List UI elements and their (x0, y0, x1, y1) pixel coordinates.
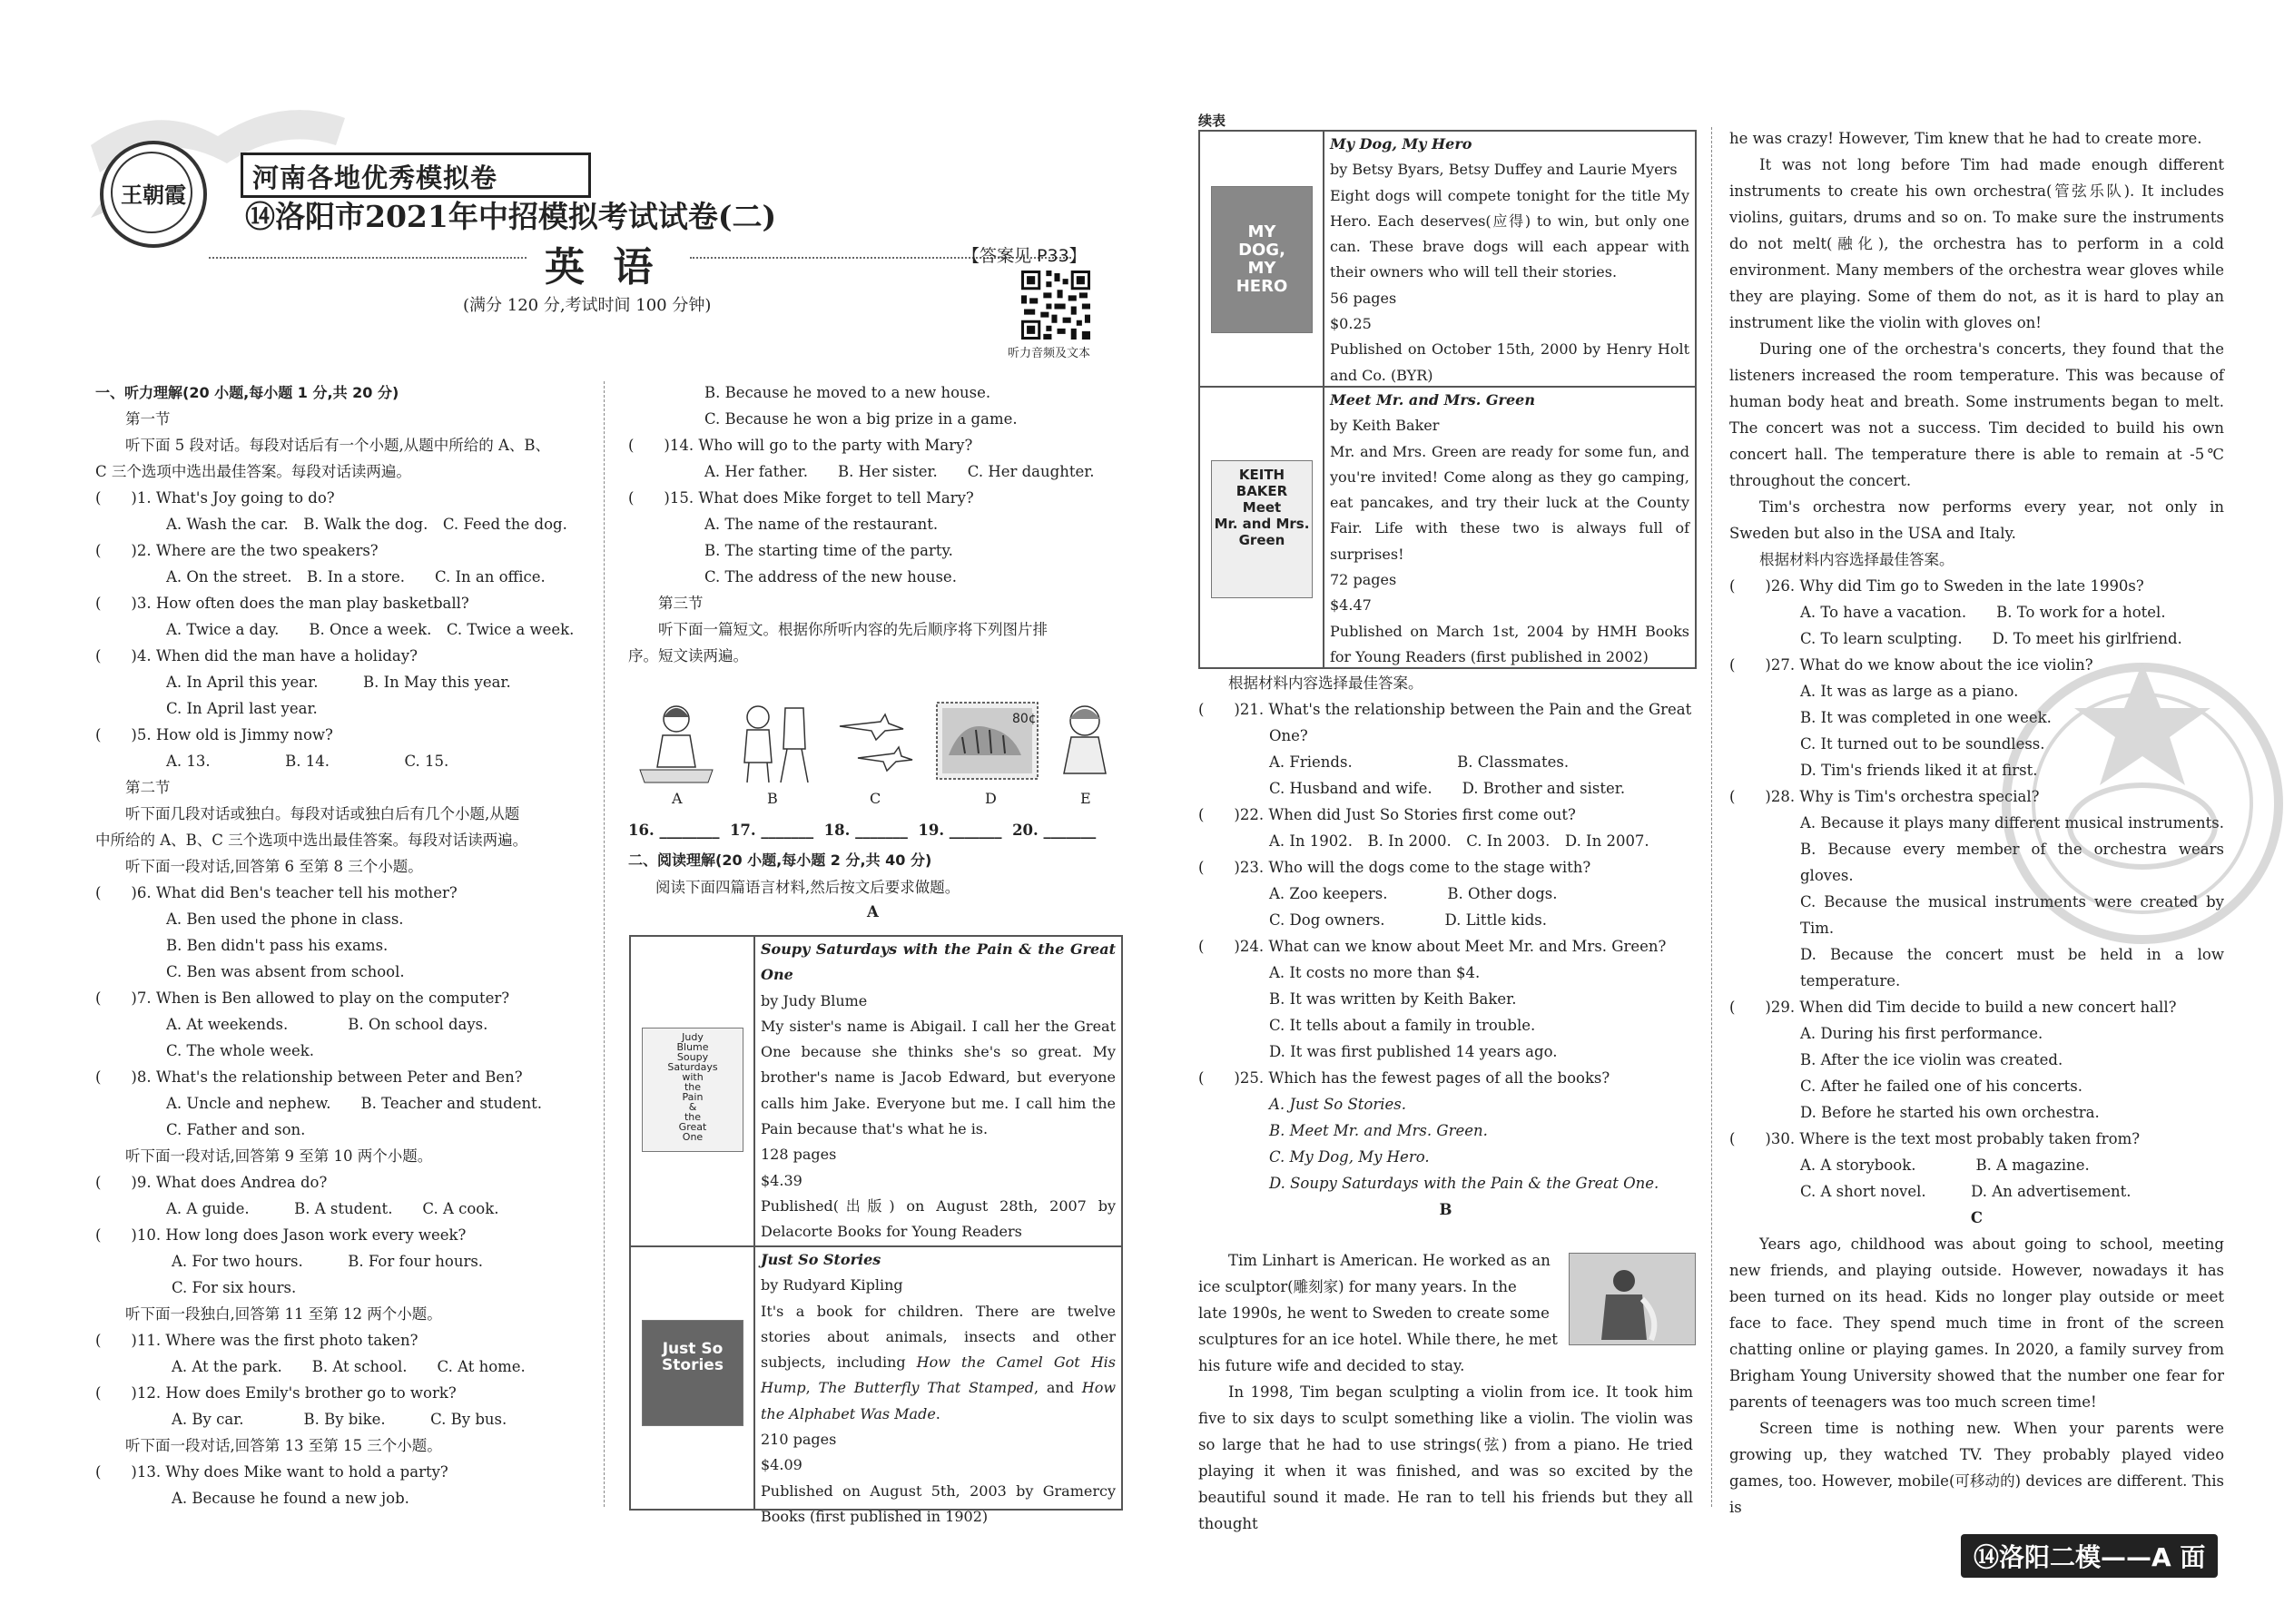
instruction-text: 听下面一段对话,回答第 13 至第 15 三个小题。 (125, 1437, 442, 1454)
question-stem: ( )24. What can we know about Meet Mr. and Mrs. Green? (1198, 938, 1667, 955)
question-stem: ( )4. When did the man have a holiday? (95, 647, 418, 664)
book-title: Just So Stories (761, 1251, 881, 1268)
book-my-dog-my-hero (1200, 132, 1695, 388)
exam-number: ⑭ (245, 199, 275, 234)
answer-option: B. Meet Mr. and Mrs. Green. (1269, 1122, 1488, 1139)
section-title: 一、听力理解(20 小题,每小题 1 分,共 20 分) (95, 384, 399, 401)
answer-option: C. The whole week. (166, 1042, 315, 1059)
cover-line: DOG, (1238, 241, 1285, 260)
score-note: (满分 120 分,考试时间 100 分钟) (463, 296, 712, 315)
answer-option: A. Her father. B. Her sister. C. Her daughter. (704, 463, 1095, 480)
subject-title: 英 语 (545, 244, 661, 290)
book-published: Published on August 5th, 2003 by Gramercy Books (first published in 1902) (761, 1481, 1116, 1525)
answer-option: A. A guide. B. A student. C. A cook. (166, 1200, 499, 1217)
book-soupy-saturdays (631, 937, 1121, 1247)
answer-option: C. Father and son. (166, 1121, 306, 1138)
book-desc: My sister's name is Abigail. I call her the Great One because she thinks she's so great. My brother's name is Jacob Edward, but everyone calls him Jake. Everyone but me. I call him the Pain because that's what he is. (761, 1017, 1116, 1138)
instruction-text: 听下面一篇短文。根据你所听内容的先后顺序将下列图片排 (658, 621, 1048, 638)
cover-line: Pain (682, 1091, 704, 1103)
cover-line: Stories (662, 1356, 724, 1374)
header-rule-left (209, 257, 527, 259)
book-pages: 210 pages (761, 1431, 837, 1449)
book-pages: 56 pages (1330, 289, 1397, 307)
picture-b-painter (731, 699, 812, 785)
cover-line: KEITH BAKER (1236, 467, 1288, 499)
instruction-text: 听下面几段对话或独白。每段对话或独白后有几个小题,从题 (125, 805, 520, 822)
question-stem: ( )23. Who will the dogs come to the stage with? (1198, 859, 1591, 876)
instruction-text: 第一节 (125, 410, 171, 428)
answer-option: C. After he failed one of his concerts. (1800, 1078, 2083, 1095)
book-desc: It's a book for children. There are twelve stories about animals, insects and other subjects, including How the Camel Got His Hump, The Butterfly That Stamped, and How the Alphabet Was Made. (761, 1302, 1117, 1422)
question-stem: ( )26. Why did Tim go to Sweden in the late 1990s? (1729, 577, 2144, 595)
book-soupy-text (753, 937, 1116, 1245)
answer-option: A. At weekends. B. On school days. (166, 1016, 488, 1033)
book-published: Published on October 15th, 2000 by Henry Holt and Co. (BYR) (1330, 340, 1689, 384)
answer-option: A. For two hours. B. For four hours. (172, 1253, 484, 1270)
answer-option: A. To have a vacation. B. To work for a hotel. (1800, 604, 2166, 621)
column-divider-1 (604, 381, 605, 1507)
picture-label-e: E (1080, 790, 1091, 807)
answer-option: A. Zoo keepers. B. Other dogs. (1269, 885, 1558, 902)
reading-section-title: 二、阅读理解(20 小题,每小题 2 分,共 40 分) (628, 851, 932, 869)
question-stem: ( )22. When did Just So Stories first come out? (1198, 806, 1576, 823)
answer-option: A. A storybook. B. A magazine. (1800, 1156, 2090, 1174)
column-2 (628, 379, 1126, 669)
passage-b (1198, 1247, 1693, 1537)
answer-blank-19[interactable]: 19. _______ (918, 822, 1002, 839)
instruction-text: he was crazy! However, Tim knew that he had to create more. (1729, 130, 2202, 147)
cover-line: Just So (662, 1340, 724, 1358)
answer-option: C. For six hours. (172, 1279, 297, 1296)
book-title: My Dog, My Hero (1330, 135, 1472, 153)
answer-option: D. Tim's friends liked it at first. (1800, 762, 2038, 779)
passage-paragraph: Screen time is nothing new. When your parents were growing up, they watched TV. They probably played video games, too. However, mobile(可移动的) devices are different. This is (1729, 1420, 2224, 1516)
book-meet-mr-mrs-green (1200, 386, 1695, 669)
answer-option: A. Ben used the phone in class. (166, 910, 404, 928)
answer-option: A. Twice a day. B. Once a week. C. Twice a week. (166, 621, 575, 638)
answer-blank-17[interactable]: 17. _______ (729, 822, 814, 839)
cover-line: Judy (682, 1031, 704, 1043)
question-stem: ( )13. Why does Mike want to hold a party? (95, 1463, 448, 1481)
column-3 (1198, 670, 1693, 1223)
logo-text: 王朝霞 (121, 182, 186, 208)
answer-option: B. Because every member of the orchestra wears gloves. (1800, 841, 2224, 884)
question-stem: ( )29. When did Tim decide to build a new concert hall? (1729, 999, 2177, 1016)
continued-label: 续表 (1198, 113, 1226, 129)
book-author: by Betsy Byars, Betsy Duffey and Laurie Myers (1330, 161, 1678, 179)
book-title: Meet Mr. and Mrs. Green (1330, 391, 1535, 408)
picture-e-doll (1053, 699, 1117, 782)
column-divider-3 (1711, 127, 1712, 1507)
book-table-continued (1198, 130, 1697, 669)
answer-option: B. It was completed in one week. (1800, 709, 2052, 726)
book-cover-my-dog (1211, 186, 1313, 333)
book-author: by Keith Baker (1330, 417, 1440, 435)
question-stem: ( )10. How long does Jason work every week? (95, 1226, 467, 1244)
book-price: $4.09 (761, 1456, 802, 1474)
book-table-a (629, 935, 1123, 1525)
cover-line: Saturdays (667, 1061, 718, 1073)
answer-blank-20[interactable]: 20. _______ (1012, 822, 1097, 839)
series-banner (241, 153, 591, 198)
book-cover-just-so (642, 1320, 743, 1426)
question-stem: ( )15. What does Mike forget to tell Mary? (628, 489, 974, 507)
question-stem: ( )12. How does Emily's brother go to work? (95, 1384, 457, 1402)
cover-line: with (682, 1071, 704, 1083)
answer-option: C. Because he won a big prize in a game. (704, 410, 1018, 428)
book-price: $4.39 (761, 1171, 802, 1189)
qr-code[interactable] (1021, 271, 1090, 340)
passage-b-line: late 1990s, he went to Sweden to create some (1198, 1304, 1550, 1322)
instruction-text: 听下面一段对话,回答第 9 至第 10 两个小题。 (125, 1147, 433, 1165)
cover-line: MY (1247, 259, 1276, 278)
picture-label-a: A (672, 790, 683, 807)
book-title: Soupy Saturdays with the Pain & the Great One (761, 940, 1116, 984)
instruction-text: 序。短文读两遍。 (628, 647, 748, 664)
answer-option: C. In April last year. (166, 700, 318, 717)
cover-line: Green (1238, 532, 1285, 548)
question-stem: ( )21. What's the relationship between the Pain and the Great (1198, 701, 1692, 718)
book-pages: 128 pages (761, 1146, 837, 1164)
answer-blank-16[interactable]: 16. ________ (628, 822, 720, 839)
answer-option: A. Uncle and nephew. B. Teacher and student. (166, 1095, 543, 1112)
answer-option: C. My Dog, My Hero. (1269, 1148, 1430, 1166)
answer-reference: 【答案见 P33】 (962, 246, 1087, 266)
book-published: Published(出版) on August 28th, 2007 by Delacorte Books for Young Readers (761, 1196, 1116, 1241)
answer-option: A. During his first performance. (1800, 1025, 2043, 1042)
question-stem: ( )7. When is Ben allowed to play on the computer? (95, 989, 510, 1007)
passage-a-label: A (867, 903, 879, 920)
answer-blank-18[interactable]: 18. _______ (823, 822, 908, 839)
answer-option: C. It turned out to be soundless. (1800, 735, 2045, 753)
cover-line: the (684, 1111, 702, 1123)
book-author: by Rudyard Kipling (761, 1276, 903, 1294)
passage-paragraph: During one of the orchestra's concerts, they found that the listeners increased the room temperature. This was because of human body heat and breath. Some instruments began to melt. The concert was not a success. Tim decided to build his own concert hall. The temperature there is able to remain at -5℃ throughout the concert. (1729, 340, 2224, 489)
cover-line: Great (678, 1121, 707, 1133)
answer-option: C. It tells about a family in trouble. (1269, 1017, 1536, 1034)
passage-label: B (1439, 1201, 1452, 1218)
question-stem: ( )11. Where was the first photo taken? (95, 1332, 418, 1349)
stamp-value: 80¢ (1012, 712, 1037, 726)
book-pages: 72 pages (1330, 571, 1397, 589)
answer-option: C. Husband and wife. D. Brother and sister. (1269, 780, 1626, 797)
exam-title (245, 193, 776, 236)
answer-option: One? (1269, 727, 1308, 744)
answer-option: A. Friends. B. Classmates. (1269, 753, 1570, 771)
answer-blanks-row (628, 822, 1118, 839)
question-stem: ( )2. Where are the two speakers? (95, 542, 379, 559)
answer-option: C. The address of the new house. (704, 568, 957, 586)
instruction-text: C 三个选项中选出最佳答案。每段对话读两遍。 (95, 463, 411, 480)
logo-seal (100, 141, 207, 248)
passage-label: C (1970, 1209, 1984, 1226)
answer-option: A. By car. B. By bike. C. By bus. (172, 1411, 507, 1428)
cover-line: Mr. and Mrs. (1214, 516, 1310, 532)
answer-option: A. In 1902. B. In 2000. C. In 2003. D. In 2007. (1269, 832, 1649, 850)
book-desc: Eight dogs will compete tonight for the title My Hero. Each deserves(应得) to win, but only one can. These brave dogs will each appear with their owners who will tell their stories. (1330, 186, 1689, 281)
instruction-text: 中所给的 A、B、C 三个选项中选出最佳答案。每段对话读两遍。 (95, 832, 528, 849)
answer-option: D. Soupy Saturdays with the Pain & the Great One. (1269, 1175, 1659, 1192)
answer-option: A. It costs no more than $4. (1269, 964, 1481, 981)
passage-b-paragraph-2: In 1998, Tim began sculpting a violin from ice. It took him five to six days to sculpt something like a violin. The violin was so large that he had to use strings(弦) from a piano. He tried playing it when it was finished, and was so excited by the beautiful sound it made. He ran to tell his friends but they all thought (1198, 1383, 1693, 1532)
instruction-text: 听下面 5 段对话。每段对话后有一个小题,从题中所给的 A、B、 (125, 437, 551, 454)
picture-label-c: C (870, 790, 881, 807)
cover-line: MY (1247, 222, 1276, 241)
answer-option: B. Because he moved to a new house. (704, 384, 991, 401)
cover-my-dog-title (1212, 187, 1312, 296)
book-cover-soupy (642, 1028, 743, 1152)
answer-option: A. In April this year. B. In May this year. (166, 674, 511, 691)
reading-instructions: 阅读下面四篇语言材料,然后按文后要求做题。 (655, 879, 960, 896)
answer-option: A. At the park. B. At school. C. At home. (172, 1358, 526, 1375)
question-stem: ( )1. What's Joy going to do? (95, 489, 335, 507)
book-cover-green (1211, 460, 1313, 598)
column-1 (95, 379, 593, 1511)
question-stem: ( )6. What did Ben's teacher tell his mother? (95, 884, 458, 901)
answer-option: D. It was first published 14 years ago. (1269, 1043, 1558, 1060)
picture-c-planes (831, 704, 917, 785)
cover-line: Meet (1242, 499, 1282, 516)
book-just-so-stories (631, 1245, 1121, 1525)
cover-soupy-title (643, 1029, 743, 1142)
question-stem: ( )5. How old is Jimmy now? (95, 726, 333, 743)
cover-line: One (682, 1131, 704, 1143)
passage-paragraph: Years ago, childhood was about going to school, meeting new friends, and playing outside. However, nowadays it has been turned on its head. Kids no longer play outside or meet face to face. They spend much time in front of the screen chatting online or playing games. In 2020, a family survey from Brigham Young University showed that the number one fear for parents of teenagers was too much screen time! (1729, 1235, 2224, 1411)
passage-b-line: Tim Linhart is American. He worked as an (1228, 1252, 1551, 1269)
question-stem: ( )28. Why is Tim's orchestra special? (1729, 788, 2040, 805)
book-my-dog-text (1323, 132, 1689, 386)
answer-option: A. The name of the restaurant. (704, 516, 939, 533)
answer-option: A. Just So Stories. (1269, 1096, 1406, 1113)
book-price: $0.25 (1330, 315, 1372, 333)
header-area (73, 91, 1117, 363)
cover-green-title (1212, 461, 1312, 548)
page-footer-banner: ⑭洛阳二模——A 面 (1961, 1534, 2218, 1578)
series-banner-text: 河南各地优秀模拟卷 (252, 162, 498, 193)
instruction-text: 听下面一段独白,回答第 11 至第 12 两个小题。 (125, 1305, 442, 1323)
instruction-text: 听下面一段对话,回答第 6 至第 8 三个小题。 (125, 858, 423, 875)
answer-option: D. Because the concert must be held in a low temperature. (1800, 946, 2224, 989)
answer-option: D. Before he started his own orchestra. (1800, 1104, 2100, 1121)
passage-paragraph: It was not long before Tim had made enough different instruments to create his own orchestra(管弦乐队). It includes violins, guitars, drums and so on. To make sure the instruments do not melt(融化), the orchestra has to perform in a cold environment. Many members of the orchestra wear gloves while they are playing. Some of them do not, as it is hard to play an instrument like the violin with gloves on! (1729, 156, 2224, 331)
answer-option: B. Ben didn't pass his exams. (166, 937, 389, 954)
answer-option: C. Ben was absent from school. (166, 963, 405, 980)
answer-option: A. Because it plays many different musical instruments. (1800, 814, 2225, 832)
book-published: Published on March 1st, 2004 by HMH Books for Young Readers (first published in 2002) (1330, 622, 1689, 665)
answer-option: C. To learn sculpting. D. To meet his girlfriend. (1800, 630, 2182, 647)
instruction-text: 第二节 (125, 779, 171, 796)
cover-just-so-title (643, 1321, 743, 1373)
picture-label-b: B (767, 790, 778, 807)
cover-line: Soupy (676, 1051, 709, 1063)
qr-caption: 听力音频及文本 (1008, 347, 1091, 360)
answer-option: A. On the street. B. In a store. C. In an office. (166, 568, 546, 586)
book-desc: Mr. and Mrs. Green are ready for some fun, and you're invited! Come along as they go camping, eat pancakes, and try their luck at the County Fair. Life with these two is always full of surprises! (1330, 442, 1689, 563)
answer-option: B. It was written by Keith Baker. (1269, 990, 1517, 1008)
question-stem: ( )25. Which has the fewest pages of all the books? (1198, 1069, 1610, 1087)
answer-option: B. The starting time of the party. (704, 542, 953, 559)
answer-option: B. After the ice violin was created. (1800, 1051, 2063, 1068)
instruction-text: 根据材料内容选择最佳答案。 (1228, 674, 1423, 692)
question-stem: ( )3. How often does the man play basketball? (95, 595, 469, 612)
book-author: by Judy Blume (761, 991, 868, 1009)
passage-b-line: his future wife and decided to stay. (1198, 1357, 1465, 1374)
answer-option: A. It was as large as a piano. (1800, 683, 2019, 700)
cover-line: Blume (676, 1041, 709, 1053)
cover-line: & (688, 1101, 697, 1113)
question-stem: ( )30. Where is the text most probably taken from? (1729, 1130, 2141, 1147)
answer-option: C. A short novel. D. An advertisement. (1800, 1183, 2132, 1200)
question-stem: ( )27. What do we know about the ice violin? (1729, 656, 2093, 674)
cover-line: the (684, 1081, 702, 1093)
instruction-text: 根据材料内容选择最佳答案。 (1759, 551, 1954, 568)
question-stem: ( )8. What's the relationship between Peter and Ben? (95, 1068, 523, 1086)
watermark-seal (1993, 654, 2292, 953)
passage-paragraph: Tim's orchestra now performs every year, not only in Sweden but also in the USA and Italy. (1729, 498, 2224, 542)
cover-line: HERO (1236, 277, 1288, 296)
question-stem: ( )9. What does Andrea do? (95, 1174, 328, 1191)
book-price: $4.47 (1330, 596, 1372, 615)
answer-option: A. 13. B. 14. C. 15. (166, 753, 449, 770)
answer-option: A. Wash the car. B. Walk the dog. C. Feed the dog. (166, 516, 567, 533)
listening-pictures (635, 699, 1108, 817)
book-just-so-text (753, 1247, 1117, 1525)
passage-b-line: sculptures for an ice hotel. While there, he met (1198, 1331, 1558, 1348)
book-green-text (1323, 388, 1689, 669)
passage-b-line: ice sculptor(雕刻家) for many years. In the (1198, 1278, 1517, 1295)
question-stem: ( )14. Who will go to the party with Mary? (628, 437, 973, 454)
picture-label-d: D (985, 790, 997, 807)
picture-a-girl-drawing (635, 699, 717, 785)
answer-option: C. Because the musical instruments were created by Tim. (1800, 893, 2224, 937)
instruction-text: 第三节 (658, 595, 704, 612)
answer-option: C. Dog owners. D. Little kids. (1269, 911, 1548, 929)
answer-option: A. Because he found a new job. (172, 1490, 409, 1507)
exam-title-text: 洛阳市2021年中招模拟考试试卷(二) (275, 199, 777, 234)
